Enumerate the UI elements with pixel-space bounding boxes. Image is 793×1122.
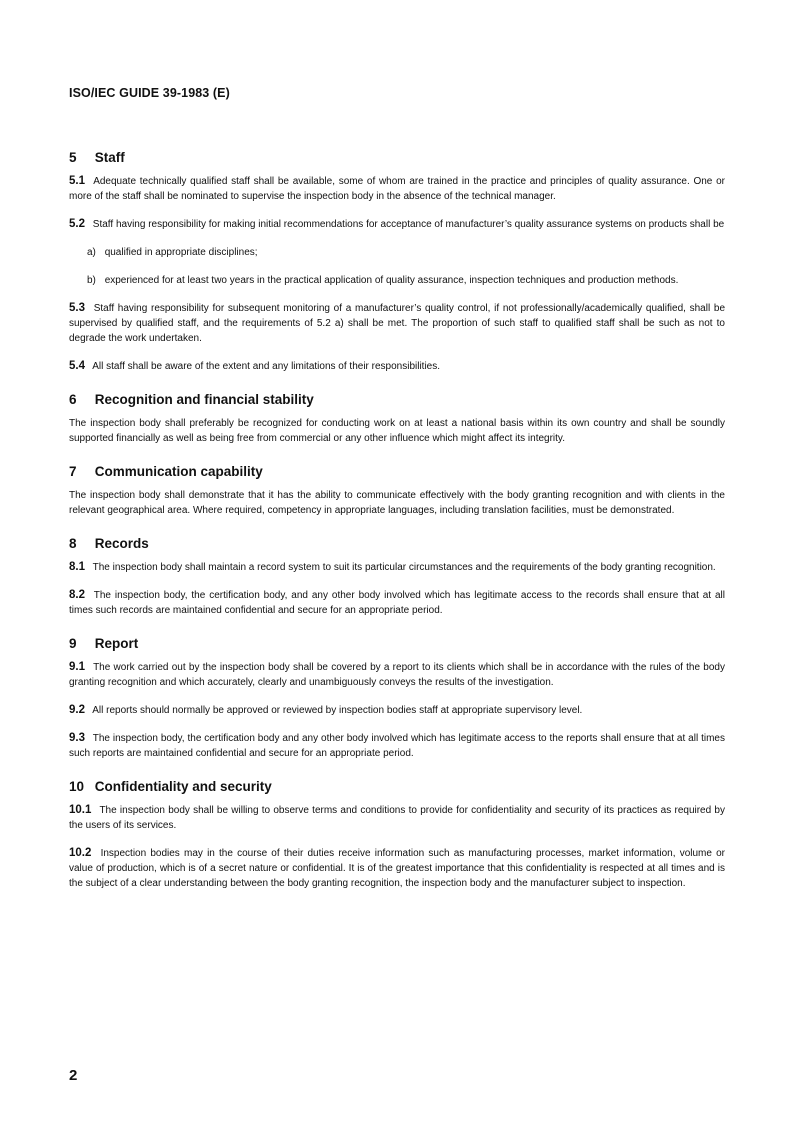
clause-text: The work carried out by the inspection body shall be covered by a report to its clients which shall be in accordance with the rules of the body granting recognition and which accurately, clearly and unambiguously conveys the results of the investigation. (69, 662, 725, 688)
clause-10-1 (69, 803, 725, 833)
clause-number: 8.2 (69, 589, 85, 601)
clause-number: 5.1 (69, 175, 85, 187)
document-page (69, 0, 725, 1122)
clause-text: Staff having responsibility for subsequent monitoring of a manufacturer’s quality control, if not professionally/academically qualified, shall be supervised by qualified staff, and the requirements of 5.2 a) shall be met. The proportion of such staff to qualified staff shall be such as not to degrade the work undertaken. (69, 303, 726, 344)
clause-number: 8.1 (69, 561, 85, 573)
list-item-text: experienced for at least two years in the practical application of quality assurance, inspection techniques and production methods. (104, 275, 679, 286)
section-number: 10 (69, 779, 85, 794)
clause-text: Inspection bodies may in the course of their duties receive information such as manufacturing processes, market information, volume or value of production, which is of a secret nature or confidential. It is of the greatest importance that this confidentiality is respected at all times and is the subject of a clear understanding between the body granting recognition, the inspection body and the manufacturer subject to inspection. (69, 848, 725, 889)
section-heading (69, 636, 725, 651)
list-item-a (87, 245, 725, 260)
section-number: 6 (69, 392, 77, 407)
clause-text: The inspection body shall be willing to observe terms and conditions to provide for confidentiality and security of its practices as required by the users of its services. (69, 805, 725, 831)
clause-8-1 (69, 560, 725, 575)
section-title: Staff (94, 150, 125, 165)
section-title: Confidentiality and security (94, 779, 272, 794)
clause-number: 10.2 (69, 847, 92, 859)
clause-number: 9.2 (69, 704, 85, 716)
clause-text: Staff having responsibility for making initial recommendations for acceptance of manufacturer’s quality assurance systems on products shall be (92, 219, 725, 230)
section-paragraph: The inspection body shall demonstrate that it has the ability to communicate effectively with the body granting recognition and with clients in the relevant geographical area. Where required, competency in appropriate languages, including translation facilities, must be demonstrated. (69, 490, 725, 516)
section-recognition (69, 392, 725, 446)
clause-text: All reports should normally be approved or reviewed by inspection bodies staff at appropriate supervisory level. (92, 705, 583, 716)
section-title: Report (94, 636, 139, 651)
document-body (69, 150, 725, 909)
clause-text: Adequate technically qualified staff shall be available, some of whom are trained in the practice and principles of quality assurance. One or more of the staff shall be nominated to supervise the inspection body in the absence of the technical manager. (69, 176, 725, 202)
page-number: 2 (69, 1067, 78, 1084)
clause-text: The inspection body, the certification body and any other body involved which has legitimate access to the reports shall ensure that at all times such reports are maintained confidential and secure for an appropriate period. (69, 733, 725, 759)
section-communication (69, 464, 725, 518)
section-number: 7 (69, 464, 77, 479)
clause-text: The inspection body, the certification body, and any other body involved which has legitimate access to the records shall ensure that at all times such records are maintained confidential and secure for an appropriate period. (69, 590, 725, 616)
clause-number: 5.2 (69, 218, 85, 230)
section-heading (69, 150, 725, 165)
clause-9-3 (69, 731, 725, 761)
clause-8-2 (69, 588, 725, 618)
section-heading (69, 779, 725, 794)
section-report (69, 636, 725, 761)
section-staff (69, 150, 725, 374)
section-title: Recognition and financial stability (94, 392, 314, 407)
document-header: ISO/IEC GUIDE 39-1983 (E) (69, 86, 230, 100)
section-heading (69, 464, 725, 479)
section-paragraph: The inspection body shall preferably be recognized for conducting work on at least a national basis within its own country and shall be soundly supported financially as well as being free from commercial or any other influence which might affect its integrity. (69, 418, 725, 444)
section-title: Records (94, 536, 149, 551)
clause-number: 5.3 (69, 302, 85, 314)
clause-number: 10.1 (69, 804, 92, 816)
section-title: Communication capability (94, 464, 263, 479)
clause-5-2 (69, 217, 725, 232)
clause-9-1 (69, 660, 725, 690)
list-item-text: qualified in appropriate disciplines; (104, 247, 258, 258)
clause-number: 9.3 (69, 732, 85, 744)
clause-5-3 (69, 301, 725, 346)
clause-9-2 (69, 703, 725, 718)
clause-text: All staff shall be aware of the extent and any limitations of their responsibilities. (92, 361, 441, 372)
section-number: 5 (69, 150, 77, 165)
section-heading (69, 536, 725, 551)
section-number: 8 (69, 536, 77, 551)
clause-number: 5.4 (69, 360, 85, 372)
list-item-b (87, 273, 725, 288)
clause-text: The inspection body shall maintain a record system to suit its particular circumstances and the requirements of the body granting recognition. (92, 562, 716, 573)
clause-number: 9.1 (69, 661, 85, 673)
list-item-label: b) (87, 275, 96, 286)
section-confidentiality (69, 779, 725, 891)
section-number: 9 (69, 636, 77, 651)
section-heading (69, 392, 725, 407)
clause-10-2 (69, 846, 725, 891)
list-item-label: a) (87, 247, 96, 258)
section-records (69, 536, 725, 618)
clause-5-1 (69, 174, 725, 204)
clause-5-4 (69, 359, 725, 374)
